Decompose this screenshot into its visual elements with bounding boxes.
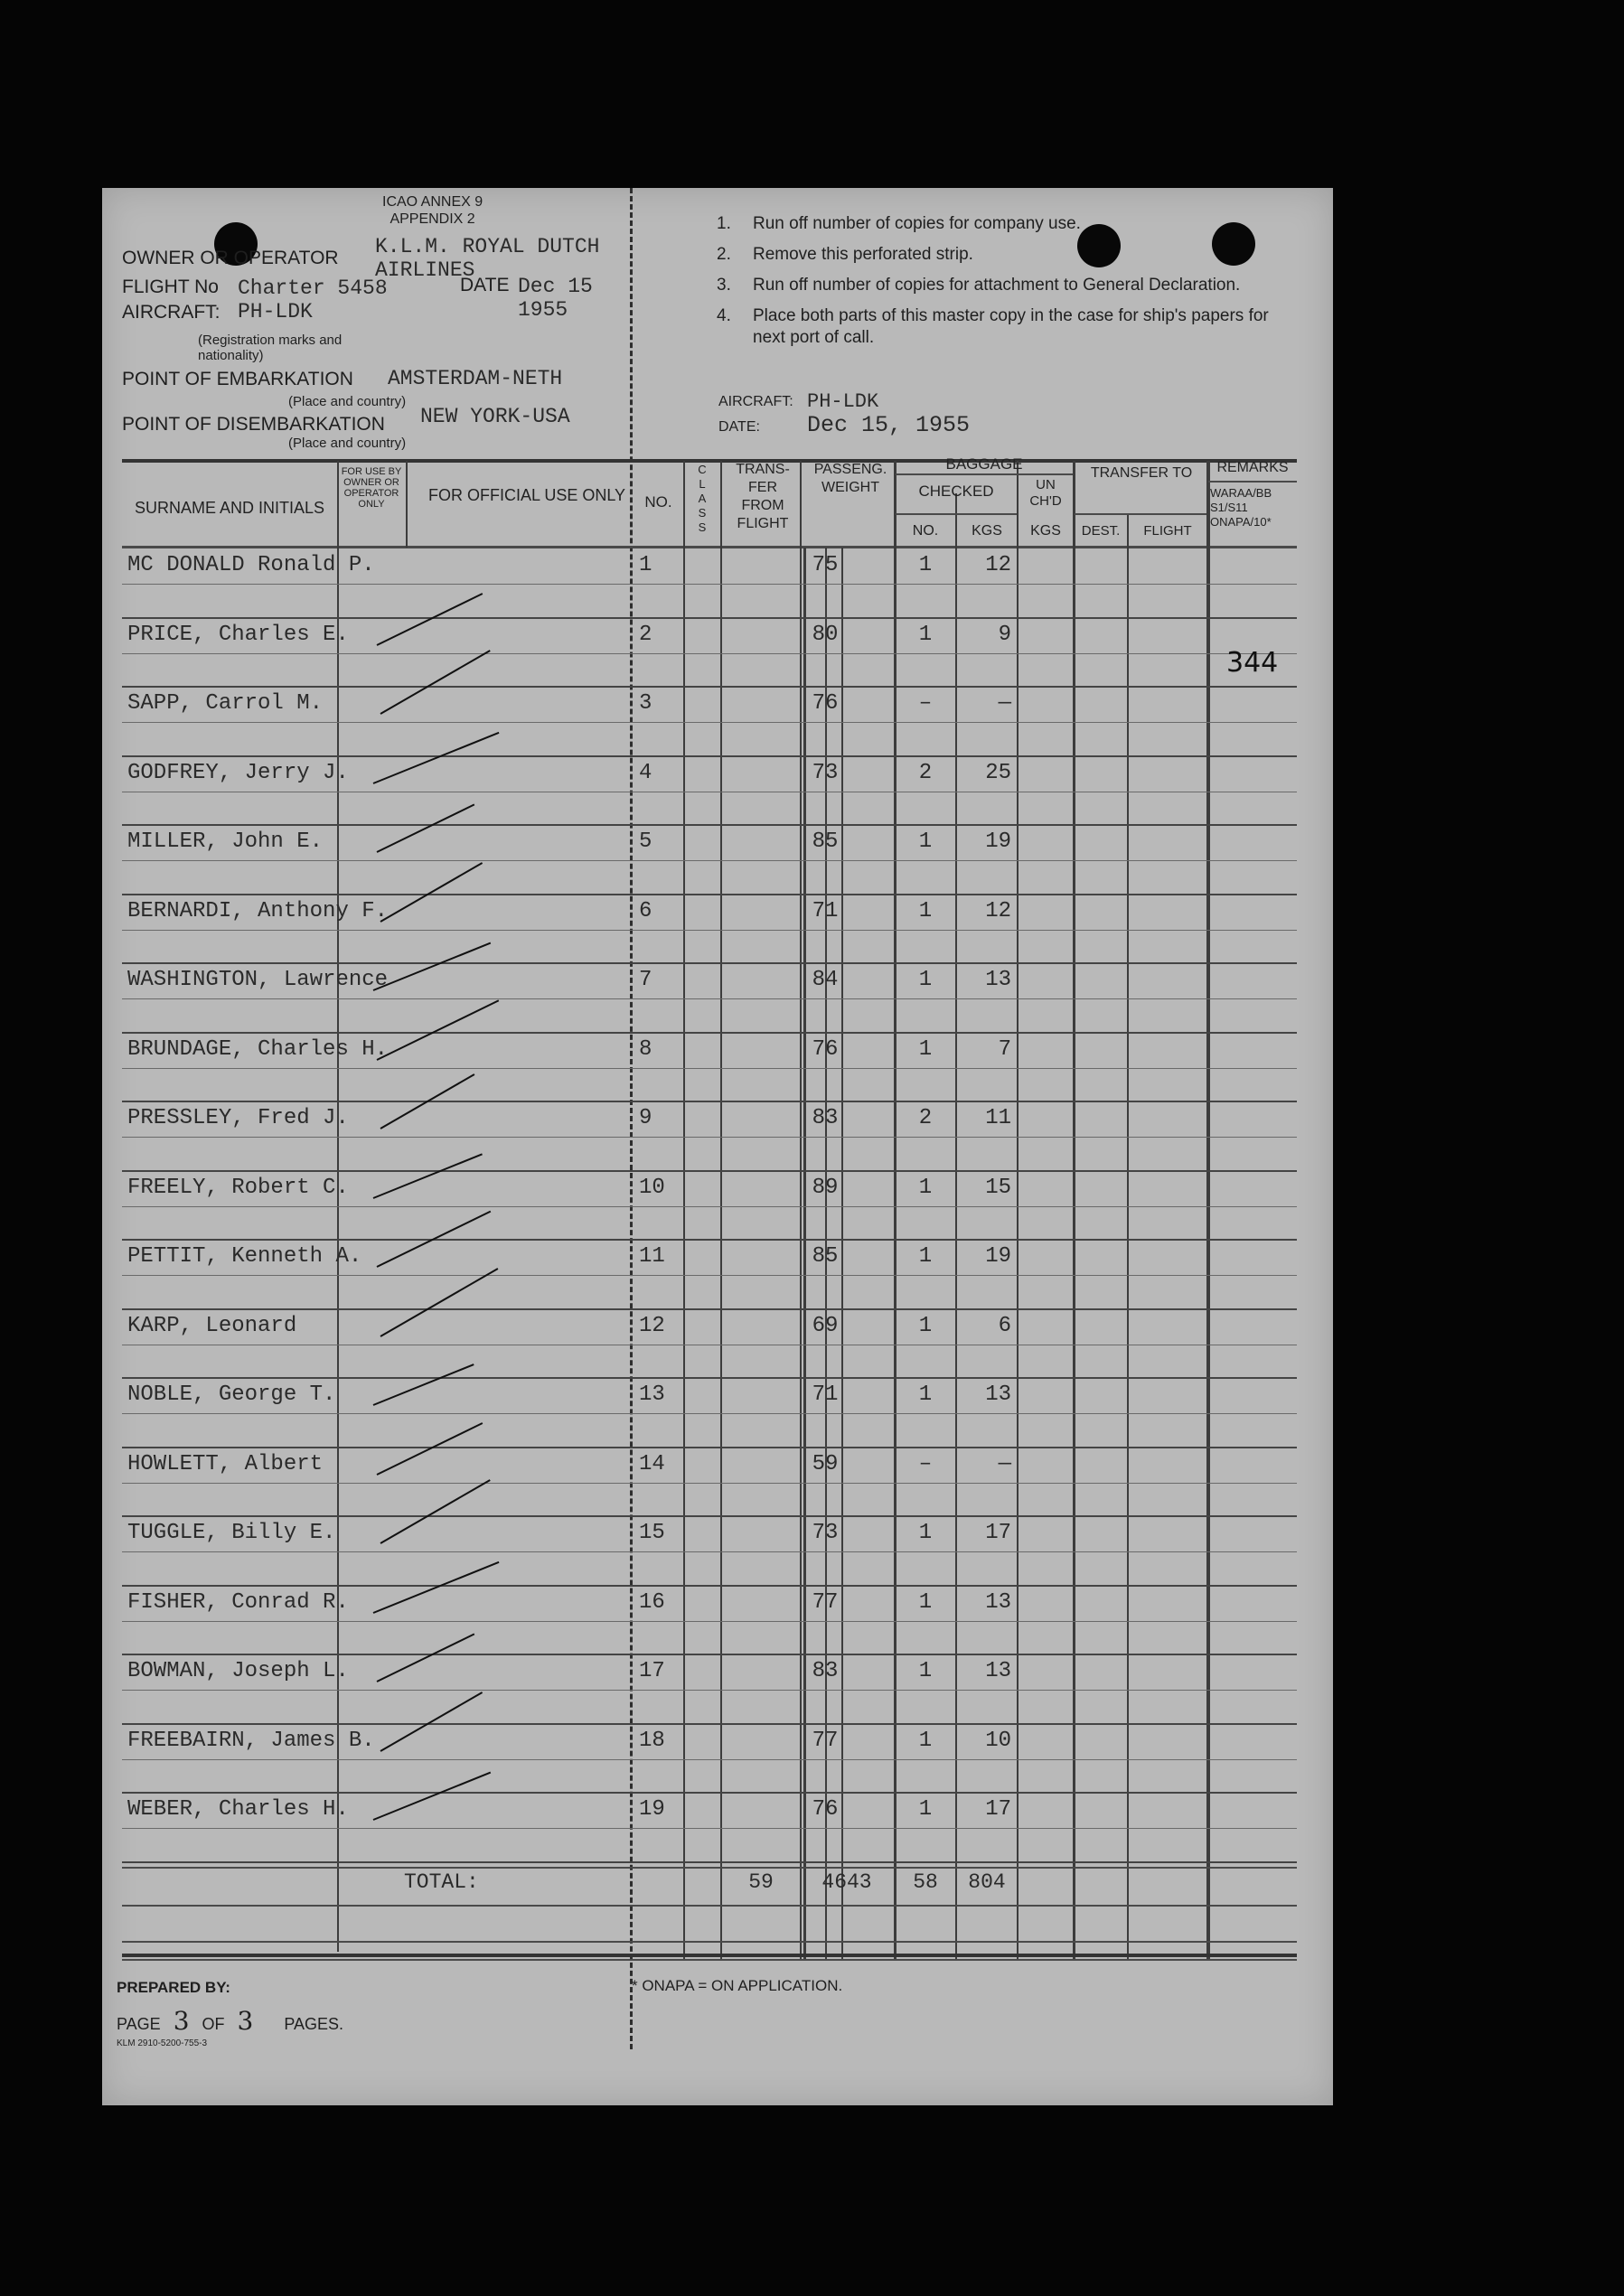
manifest-sheet: [102, 188, 1333, 2105]
embark-label: POINT OF EMBARKATION: [122, 369, 353, 389]
col-header-unchd: UN CH'D: [1029, 477, 1062, 509]
owner-label: OWNER OR OPERATOR: [122, 248, 339, 268]
passenger-weight: 89: [812, 1175, 839, 1200]
passenger-weight: 84: [812, 968, 839, 992]
col-header-flight: FLIGHT: [1143, 523, 1192, 539]
page-label: PAGE: [117, 2015, 161, 2033]
passenger-no: 7: [639, 968, 652, 992]
col-header-dest: DEST.: [1081, 523, 1121, 539]
bag-kgs: 9: [998, 622, 1011, 647]
bag-kgs: 13: [985, 1589, 1011, 1615]
passenger-weight: 73: [812, 760, 839, 785]
remarks-subrule: [1208, 481, 1297, 483]
passenger-no: 2: [639, 622, 652, 647]
bag-count: 1: [918, 1728, 933, 1753]
table-row: [102, 1377, 1333, 1447]
passenger-name: FISHER, Conrad R.: [127, 1589, 349, 1615]
passenger-name: NOBLE, George T.: [127, 1382, 336, 1407]
passenger-weight: 85: [812, 829, 839, 854]
passenger-name: PRESSLEY, Fred J.: [127, 1106, 349, 1130]
passenger-no: 16: [639, 1589, 665, 1615]
prepared-by-label: PREPARED BY:: [117, 1979, 230, 1996]
table-row: [102, 894, 1333, 963]
col-header-official: FOR OFFICIAL USE ONLY: [427, 486, 626, 504]
passenger-weight: 85: [812, 1244, 839, 1269]
disembark-value: NEW YORK-USA: [420, 405, 570, 428]
row-rule: [122, 1941, 1297, 1943]
bag-kgs: 25: [985, 760, 1011, 785]
passenger-name: FREEBAIRN, James B.: [127, 1728, 375, 1753]
flight-label: FLIGHT No: [122, 276, 219, 297]
bag-kgs: 17: [985, 1797, 1011, 1822]
date-value: Dec 15 1955: [518, 275, 593, 322]
bag-count: 1: [918, 1589, 933, 1615]
col-header-no: NO.: [644, 493, 672, 511]
annex-label: ICAO ANNEX 9: [382, 194, 483, 210]
bag-count: 1: [918, 968, 933, 992]
col-header-checked: CHECKED: [918, 483, 994, 500]
col-header-remarks-codes: WARAA/BB S1/S11 ONAPA/10*: [1210, 486, 1272, 529]
passenger-name: BRUNDAGE, Charles H.: [127, 1036, 389, 1062]
table-row: [102, 824, 1333, 894]
bag-kgs: 12: [985, 898, 1011, 923]
bag-kgs: 15: [985, 1175, 1011, 1200]
passenger-no: 3: [639, 691, 652, 716]
passenger-no: 18: [639, 1728, 665, 1753]
aircraft-label: AIRCRAFT:: [122, 302, 221, 323]
instruction-item: 2. Remove this perforated strip.: [717, 245, 973, 264]
bag-count: 2: [918, 760, 933, 785]
passenger-weight: 59: [812, 1451, 839, 1476]
passenger-name: WEBER, Charles H.: [127, 1797, 349, 1822]
passenger-weight: 76: [812, 691, 839, 716]
passenger-name: BOWMAN, Joseph L.: [127, 1659, 349, 1683]
col-divider: [406, 461, 408, 548]
col-header-surname: SURNAME AND INITIALS: [134, 499, 325, 517]
row-rule: [122, 1905, 1297, 1907]
passenger-weight: 80: [812, 622, 839, 647]
bag-kgs: 6: [998, 1313, 1011, 1338]
table-row: [102, 1723, 1333, 1793]
total-bags: 58: [913, 1870, 938, 1894]
table-row: [102, 1447, 1333, 1516]
table-row: [102, 962, 1333, 1032]
bag-count: 1: [918, 1382, 933, 1407]
strip-date-value: Dec 15, 1955: [807, 412, 971, 438]
page-count: [117, 2006, 343, 2036]
passenger-name: MILLER, John E.: [127, 829, 324, 854]
passenger-name: TUGGLE, Billy E.: [127, 1521, 336, 1545]
passenger-weight: 76: [812, 1036, 839, 1062]
table-row: [102, 1170, 1333, 1240]
passenger-name: PETTIT, Kenneth A.: [127, 1244, 362, 1269]
strip-aircraft-value: PH-LDK: [807, 390, 879, 413]
passenger-weight: 69: [812, 1313, 839, 1338]
checked-subrule: [896, 513, 1017, 515]
col-header-remarks: REMARKS: [1216, 460, 1289, 475]
bag-count: 2: [918, 1106, 933, 1130]
table-row: [102, 617, 1333, 687]
bag-count: 1: [918, 553, 933, 577]
bag-kgs: —: [998, 1451, 1011, 1476]
table-row: [102, 1032, 1333, 1101]
owner-value: K.L.M. ROYAL DUTCH AIRLINES: [375, 235, 600, 282]
bag-kgs: 11: [985, 1106, 1011, 1130]
bag-count: 1: [918, 898, 933, 923]
embark-place-note: (Place and country): [288, 394, 407, 409]
passenger-weight: 71: [812, 1382, 839, 1407]
bag-count: 1: [918, 1175, 933, 1200]
form-code: KLM 2910-5200-755-3: [117, 2038, 208, 2048]
passenger-no: 13: [639, 1382, 665, 1407]
col-header-kgs: KGS: [972, 523, 1002, 539]
strip-aircraft-label: AIRCRAFT:: [718, 394, 793, 409]
row-rule: [122, 1867, 1297, 1869]
total-transfer: 59: [748, 1870, 774, 1894]
bag-count: 1: [918, 1313, 933, 1338]
appendix-label: APPENDIX 2: [390, 211, 475, 227]
passenger-weight: 73: [812, 1521, 839, 1545]
passenger-name: MC DONALD Ronald P.: [127, 553, 375, 577]
strip-date-label: DATE:: [718, 419, 760, 435]
passenger-weight: 83: [812, 1106, 839, 1130]
col-header-transfer-from: TRANS-FER FROM FLIGHT: [736, 462, 790, 531]
remark-handwritten: 344: [1226, 647, 1279, 679]
aircraft-value: PH-LDK: [238, 300, 313, 323]
bag-count: –: [918, 1451, 933, 1476]
bag-count: 1: [918, 1521, 933, 1545]
passenger-weight: 76: [812, 1797, 839, 1822]
passenger-weight: 71: [812, 898, 839, 923]
bag-kgs: 17: [985, 1521, 1011, 1545]
bag-count: 1: [918, 1659, 933, 1683]
col-header-baggage: BAGGAGE: [945, 455, 1023, 473]
table-row: [102, 1585, 1333, 1654]
total-weight: 4643: [821, 1870, 872, 1894]
passenger-no: 11: [639, 1244, 665, 1269]
table-row: [102, 755, 1333, 825]
table-row: [102, 686, 1333, 755]
of-label: OF: [202, 2015, 225, 2033]
passenger-name: SAPP, Carrol M.: [127, 691, 324, 716]
bag-kgs: 10: [985, 1728, 1011, 1753]
bag-count: 1: [918, 622, 933, 647]
table-bottom-rule-2: [122, 1959, 1297, 1961]
col-header-unchd-kgs: KGS: [1030, 523, 1061, 539]
disembark-place-note: (Place and country): [288, 436, 407, 451]
passenger-name: WASHINGTON, Lawrence: [127, 968, 389, 992]
passenger-name: GODFREY, Jerry J.: [127, 760, 349, 785]
table-row: [102, 1239, 1333, 1308]
passenger-weight: 77: [812, 1728, 839, 1753]
passenger-no: 14: [639, 1451, 665, 1476]
table-row: [102, 1101, 1333, 1170]
passenger-no: 12: [639, 1313, 665, 1338]
instruction-item: 1. Run off number of copies for company use.: [717, 214, 1081, 233]
bag-count: 1: [918, 1797, 933, 1822]
passenger-name: HOWLETT, Albert: [127, 1451, 324, 1476]
passenger-name: KARP, Leonard: [127, 1313, 297, 1338]
table-row: [102, 1792, 1333, 1861]
instruction-item: 4. Place both parts of this master copy in the case for ship's papers for next port of call.: [717, 306, 1269, 347]
total-label: TOTAL:: [404, 1870, 479, 1894]
page-value: 3: [173, 2006, 190, 2036]
table-bottom-rule: [122, 1954, 1297, 1957]
registration-note: (Registration marks and nationality): [198, 333, 343, 363]
total-kgs: 804: [968, 1870, 1006, 1894]
disembark-label: POINT OF DISEMBARKATION: [122, 414, 385, 435]
col-header-transfer-to: TRANSFER TO: [1090, 465, 1193, 481]
bag-kgs: —: [998, 691, 1011, 716]
passenger-no: 6: [639, 898, 652, 923]
instruction-item: 3. Run off number of copies for attachment to General Declaration.: [717, 276, 1241, 295]
table-row: [102, 1515, 1333, 1585]
bag-kgs: 13: [985, 1659, 1011, 1683]
passenger-weight: 83: [812, 1659, 839, 1683]
passenger-no: 15: [639, 1521, 665, 1545]
passenger-no: 9: [639, 1106, 652, 1130]
baggage-subrule: [896, 473, 1073, 475]
passenger-no: 10: [639, 1175, 665, 1200]
of-value: 3: [237, 2006, 254, 2036]
flight-value: Charter 5458: [238, 276, 388, 300]
embark-value: AMSTERDAM-NETH: [388, 367, 563, 390]
passenger-no: 5: [639, 829, 652, 854]
bag-kgs: 19: [985, 1244, 1011, 1269]
passenger-weight: 77: [812, 1589, 839, 1615]
bag-count: –: [918, 691, 933, 716]
passenger-no: 19: [639, 1797, 665, 1822]
table-row: [102, 548, 1333, 617]
passenger-no: 1: [639, 553, 652, 577]
date-label: DATE: [460, 275, 510, 295]
passenger-name: BERNARDI, Anthony F.: [127, 898, 389, 923]
col-header-bag-no: NO.: [912, 523, 939, 539]
bag-count: 1: [918, 829, 933, 854]
passenger-no: 8: [639, 1036, 652, 1062]
passenger-name: PRICE, Charles E.: [127, 622, 349, 647]
passenger-no: 4: [639, 760, 652, 785]
pages-label: PAGES.: [284, 2015, 344, 2033]
table-row: [102, 1308, 1333, 1378]
bag-count: 1: [918, 1036, 933, 1062]
bag-kgs: 13: [985, 1382, 1011, 1407]
onapa-note: * ONAPA = ON APPLICATION.: [632, 1977, 843, 1994]
row-rule: [122, 1861, 1297, 1863]
bag-count: 1: [918, 1244, 933, 1269]
bag-kgs: 7: [998, 1036, 1011, 1062]
passenger-name: FREELY, Robert C.: [127, 1175, 349, 1200]
passenger-weight: 75: [812, 553, 839, 577]
passenger-no: 17: [639, 1659, 665, 1683]
col-header-class: C L A S S: [698, 463, 707, 534]
bag-kgs: 13: [985, 968, 1011, 992]
bag-kgs: 19: [985, 829, 1011, 854]
col-header-owner-use: FOR USE BY OWNER OR OPERATOR ONLY: [341, 466, 402, 510]
table-row: [102, 1654, 1333, 1723]
bag-kgs: 12: [985, 553, 1011, 577]
col-header-weight: PASSENG. WEIGHT: [813, 462, 887, 495]
instructions-list: [717, 213, 1295, 349]
transfer-subrule: [1075, 513, 1206, 515]
